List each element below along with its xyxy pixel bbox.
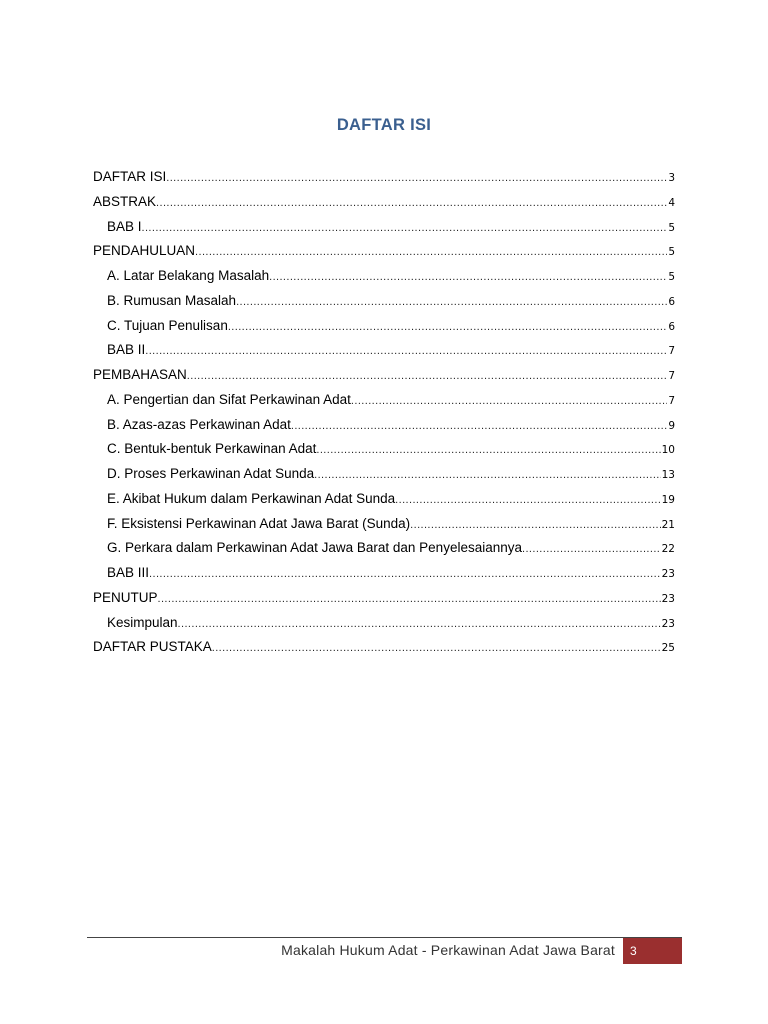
toc-entry-label: F. Eksistensi Perkawinan Adat Jawa Barat (Sunda) (107, 515, 411, 531)
toc-entry-label: A. Latar Belakang Masalah (107, 268, 270, 283)
toc-entry-label: D. Proses Perkawinan Adat Sunda (107, 466, 315, 481)
toc-entry-label: C. Tujuan Penulisan (107, 317, 228, 333)
toc-entry-page: 5 (668, 221, 675, 234)
toc-entry-page: 5 (668, 246, 675, 259)
toc-dot-leader (156, 191, 667, 216)
toc-dot-leader (316, 438, 660, 463)
toc-entry[interactable] (93, 314, 675, 339)
toc-dot-leader (142, 216, 668, 241)
footer-page-number: 3 (623, 938, 682, 964)
toc-entry-page: 7 (668, 394, 675, 407)
toc-entry-page: 10 (661, 444, 675, 457)
toc-entry-label: BAB II (107, 342, 146, 358)
toc-entry-label: BAB III (107, 565, 150, 580)
toc-entry-label: C. Bentuk-bentuk Perkawinan Adat (107, 441, 317, 457)
toc-entry-page: 19 (661, 493, 675, 506)
toc-entry-label: PENUTUP (93, 589, 158, 605)
toc-dot-leader (522, 537, 661, 562)
toc-entry-label: DAFTAR PUSTAKA (93, 639, 212, 655)
toc-dot-leader (291, 414, 667, 439)
toc-entry-label: B. Rumusan Masalah (107, 292, 237, 308)
toc-entry-page: 6 (668, 295, 675, 308)
toc-entry-page: 22 (661, 543, 675, 556)
table-of-contents (93, 165, 675, 660)
toc-entry[interactable] (93, 190, 675, 215)
toc-entry-label: A. Pengertian dan Sifat Perkawinan Adat (107, 391, 351, 407)
toc-dot-leader (149, 562, 661, 587)
toc-entry-page: 6 (668, 320, 675, 333)
toc-dot-leader (236, 290, 667, 315)
toc-entry-page: 23 (661, 617, 675, 630)
toc-dot-leader (187, 364, 668, 389)
toc-entry-page: 25 (661, 642, 675, 655)
toc-entry[interactable] (93, 462, 675, 487)
toc-entry-page: 5 (668, 271, 675, 283)
toc-dot-leader (212, 636, 661, 661)
toc-entry-label: B. Azas-azas Perkawinan Adat (107, 416, 291, 432)
toc-dot-leader (166, 166, 667, 191)
toc-entry-label: PENDAHULUAN (93, 243, 196, 259)
toc-entry-page: 23 (661, 592, 675, 605)
toc-entry[interactable] (93, 388, 675, 413)
toc-entry-page: 9 (668, 419, 675, 432)
toc-entry-page: 7 (668, 345, 675, 358)
toc-entry-label: Kesimpulan (107, 614, 178, 630)
toc-entry[interactable] (93, 289, 675, 314)
toc-dot-leader (269, 265, 667, 290)
toc-entry-page: 23 (661, 568, 675, 580)
toc-entry[interactable] (93, 536, 675, 561)
toc-entry-label: E. Akibat Hukum dalam Perkawinan Adat Sunda (107, 490, 396, 506)
toc-entry[interactable] (93, 611, 675, 636)
toc-entry[interactable] (93, 487, 675, 512)
toc-dot-leader (145, 339, 667, 364)
toc-entry[interactable] (93, 512, 675, 537)
footer-divider (87, 937, 682, 938)
toc-dot-leader (410, 513, 660, 538)
toc-entry[interactable] (93, 561, 675, 586)
toc-entry-page: 4 (668, 196, 675, 209)
toc-entry[interactable] (93, 437, 675, 462)
toc-entry[interactable] (93, 586, 675, 611)
toc-entry-label: ABSTRAK (93, 193, 157, 209)
toc-entry[interactable] (93, 338, 675, 363)
toc-entry-page: 13 (661, 469, 675, 481)
toc-entry-label: PEMBAHASAN (93, 367, 187, 382)
toc-entry[interactable] (93, 413, 675, 438)
toc-entry-label: DAFTAR ISI (93, 169, 167, 184)
toc-dot-leader (395, 488, 660, 513)
toc-dot-leader (158, 587, 661, 612)
toc-entry[interactable] (93, 635, 675, 660)
toc-dot-leader (228, 315, 667, 340)
toc-entry-page: 7 (668, 370, 675, 382)
toc-entry-label: G. Perkara dalam Perkawinan Adat Jawa Barat dan Penyelesaiannya (107, 540, 522, 556)
toc-entry[interactable] (93, 363, 675, 388)
toc-dot-leader (178, 612, 661, 637)
toc-entry-label: BAB I (107, 218, 142, 234)
toc-entry[interactable] (93, 264, 675, 289)
page-title: DAFTAR ISI (336, 116, 432, 134)
toc-entry-page: 21 (661, 518, 675, 531)
toc-entry[interactable] (93, 165, 675, 190)
toc-entry-page: 3 (668, 172, 675, 184)
footer-title: Makalah Hukum Adat - Perkawinan Adat Jawa Barat (281, 942, 615, 958)
toc-dot-leader (314, 463, 661, 488)
toc-dot-leader (195, 240, 667, 265)
toc-entry[interactable] (93, 215, 675, 240)
toc-dot-leader (351, 389, 667, 414)
toc-entry[interactable] (93, 239, 675, 264)
